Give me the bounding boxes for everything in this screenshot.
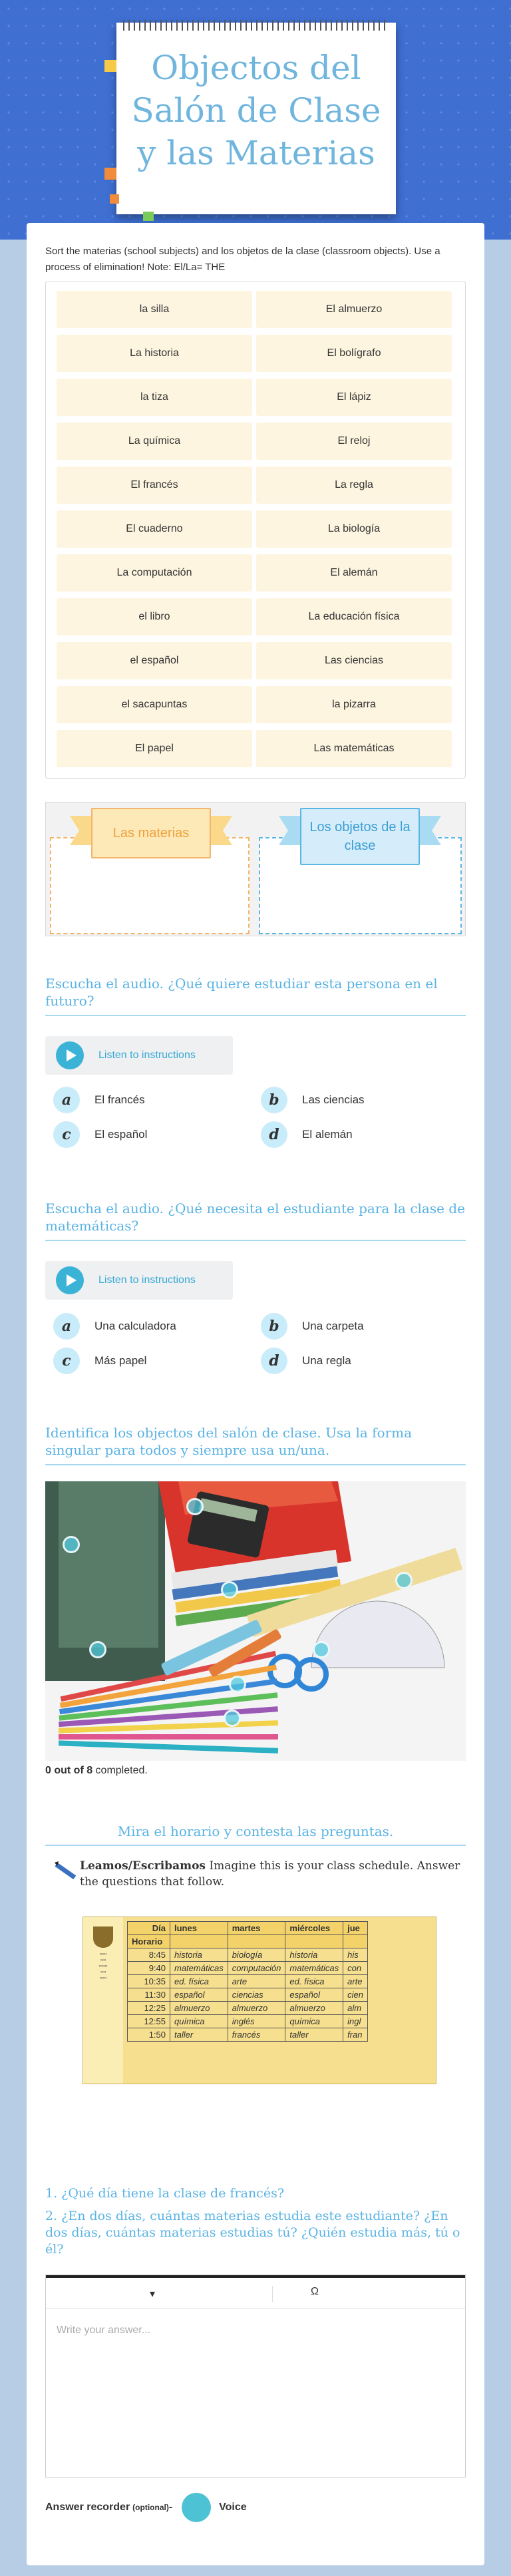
sort-item[interactable]: La historia: [57, 335, 252, 372]
option-d[interactable]: d Una regla: [261, 1348, 351, 1374]
schedule-row: 10:35 ed. física arte ed. física arte: [128, 1975, 368, 1988]
sort-instructions: Sort the materias (school subjects) and los objetos de la clase (classroom objects). Use a process of elimination! Note: El/La= THE: [45, 246, 440, 273]
question1-title: Escucha el audio. ¿Qué quiere estudiar esta persona en el futuro?: [45, 975, 466, 1016]
audio-label: Listen to instructions: [98, 1049, 196, 1061]
option-c[interactable]: c El español: [53, 1121, 147, 1148]
sort-item[interactable]: la pizarra: [256, 686, 452, 723]
sort-item[interactable]: El alemán: [256, 554, 452, 592]
schedule-row: 12:25 almuerzo almuerzo almuerzo alm: [128, 2002, 368, 2015]
sort-item[interactable]: El reloj: [256, 423, 452, 460]
question-1: 1. ¿Qué día tiene la clase de francés?: [45, 2186, 285, 2201]
sort-item[interactable]: La biología: [256, 510, 452, 548]
sort-item[interactable]: La educación física: [256, 598, 452, 636]
header-banner: [0, 0, 511, 240]
answer-editor[interactable]: [45, 2275, 466, 2478]
category-label-objetos: Los objetos de la clase: [300, 808, 420, 865]
hotspot-progress: 0 out of 8 completed.: [45, 1765, 148, 1776]
record-button[interactable]: [182, 2493, 211, 2522]
ribbon-tail-icon: [70, 816, 94, 845]
audio-player-2[interactable]: [45, 1261, 233, 1300]
sort-item-pool: [45, 281, 466, 779]
sort-item[interactable]: El papel: [57, 730, 252, 767]
schedule-header-row: Día lunes martes miércoles jue: [128, 1922, 368, 1935]
schedule-row: 12:55 química inglés química ingl: [128, 2015, 368, 2028]
schedule-row: 1:50 taller francés taller fran: [128, 2028, 368, 2042]
sort-item[interactable]: La química: [57, 423, 252, 460]
sort-item[interactable]: La regla: [256, 466, 452, 504]
category-label-materias: Las materias: [91, 808, 211, 858]
option-d[interactable]: d El alemán: [261, 1121, 353, 1148]
question2-title: Escucha el audio. ¿Qué necesita el estudiante para la clase de matemáticas?: [45, 1200, 466, 1241]
sort-item[interactable]: El cuaderno: [57, 510, 252, 548]
schedule-row: 8:45 historia biología historia his: [128, 1948, 368, 1962]
sort-item[interactable]: el sacapuntas: [57, 686, 252, 723]
hotspot-marker[interactable]: [224, 1710, 241, 1727]
hotspot-marker[interactable]: [63, 1536, 80, 1553]
classroom-objects-image: [45, 1481, 466, 1761]
question-2: 2. ¿En dos días, cuántas materias estudia este estudiante? ¿En dos días, cuántas materias estudias tú? ¿Quién estudia más, tú o él?: [45, 2209, 460, 2257]
answer-placeholder[interactable]: Write your answer...: [57, 2324, 151, 2336]
sort-item[interactable]: Las ciencias: [256, 642, 452, 679]
sort-drop-zones: [45, 802, 466, 936]
sort-item[interactable]: El almuerzo: [256, 291, 452, 328]
option-a[interactable]: a Una calculadora: [53, 1313, 176, 1340]
audio-player-1[interactable]: [45, 1036, 233, 1075]
ribbon-tail-icon: [208, 816, 232, 845]
editor-toolbar: [46, 2275, 465, 2308]
hotspot-marker[interactable]: [221, 1581, 238, 1598]
hotspot-marker[interactable]: [313, 1641, 330, 1658]
option-c[interactable]: c Más papel: [53, 1348, 146, 1374]
voice-label: Voice: [219, 2501, 247, 2513]
pen-icon: [53, 1860, 76, 1880]
sort-item[interactable]: el español: [57, 642, 252, 679]
schedule-instructions: Leamos/Escribamos Imagine this is your class schedule. Answer the questions that follow.: [80, 1859, 460, 1889]
sort-item[interactable]: El lápiz: [256, 379, 452, 416]
ribbon-tail-icon: [279, 816, 303, 845]
sort-item[interactable]: la tiza: [57, 379, 252, 416]
option-a[interactable]: a El francés: [53, 1087, 145, 1113]
hotspot-marker[interactable]: [395, 1572, 413, 1589]
sort-item[interactable]: la silla: [57, 291, 252, 328]
sort-item[interactable]: El bolígrafo: [256, 335, 452, 372]
schedule-title: Mira el horario y contesta las preguntas.: [45, 1823, 466, 1846]
option-b[interactable]: b Las ciencias: [261, 1087, 365, 1113]
special-characters-icon[interactable]: Ω: [311, 2286, 319, 2297]
schedule-header-row: Horario: [128, 1935, 368, 1948]
sort-item[interactable]: La computación: [57, 554, 252, 592]
schedule-table: [127, 1921, 368, 2042]
answer-recorder: Answer recorder (optional) - Voice: [45, 2493, 247, 2522]
class-schedule-image: [83, 1917, 436, 2084]
sort-item[interactable]: Las matemáticas: [256, 730, 452, 767]
ribbon-tail-icon: [417, 816, 441, 845]
play-icon[interactable]: [56, 1041, 84, 1069]
sort-item[interactable]: el libro: [57, 598, 252, 636]
sort-item[interactable]: El francés: [57, 466, 252, 504]
hotspot-marker[interactable]: [229, 1676, 246, 1693]
school-crest-icon: ▪▪▪▪▪ ▪▪▪▪ ▪▪▪▪▪▪ ▪▪▪▪ ▪▪▪▪▪: [83, 1917, 123, 2084]
schedule-row: 9:40 matemáticas computación matemáticas con: [128, 1962, 368, 1975]
hotspot-marker[interactable]: [186, 1498, 204, 1515]
hotspot-marker[interactable]: [89, 1641, 106, 1658]
hotspot-title: Identifica los objectos del salón de clase. Usa la forma singular para todos y siempre usa un/una.: [45, 1424, 466, 1465]
dropdown-arrow-icon[interactable]: ▾: [150, 2289, 156, 2300]
audio-label: Listen to instructions: [98, 1274, 196, 1286]
play-icon[interactable]: [56, 1266, 84, 1294]
page-title: Objectos del Salón de Clase y las Materias: [131, 49, 381, 172]
option-b[interactable]: b Una carpeta: [261, 1313, 364, 1340]
schedule-row: 11:30 español ciencias español cien: [128, 1988, 368, 2002]
